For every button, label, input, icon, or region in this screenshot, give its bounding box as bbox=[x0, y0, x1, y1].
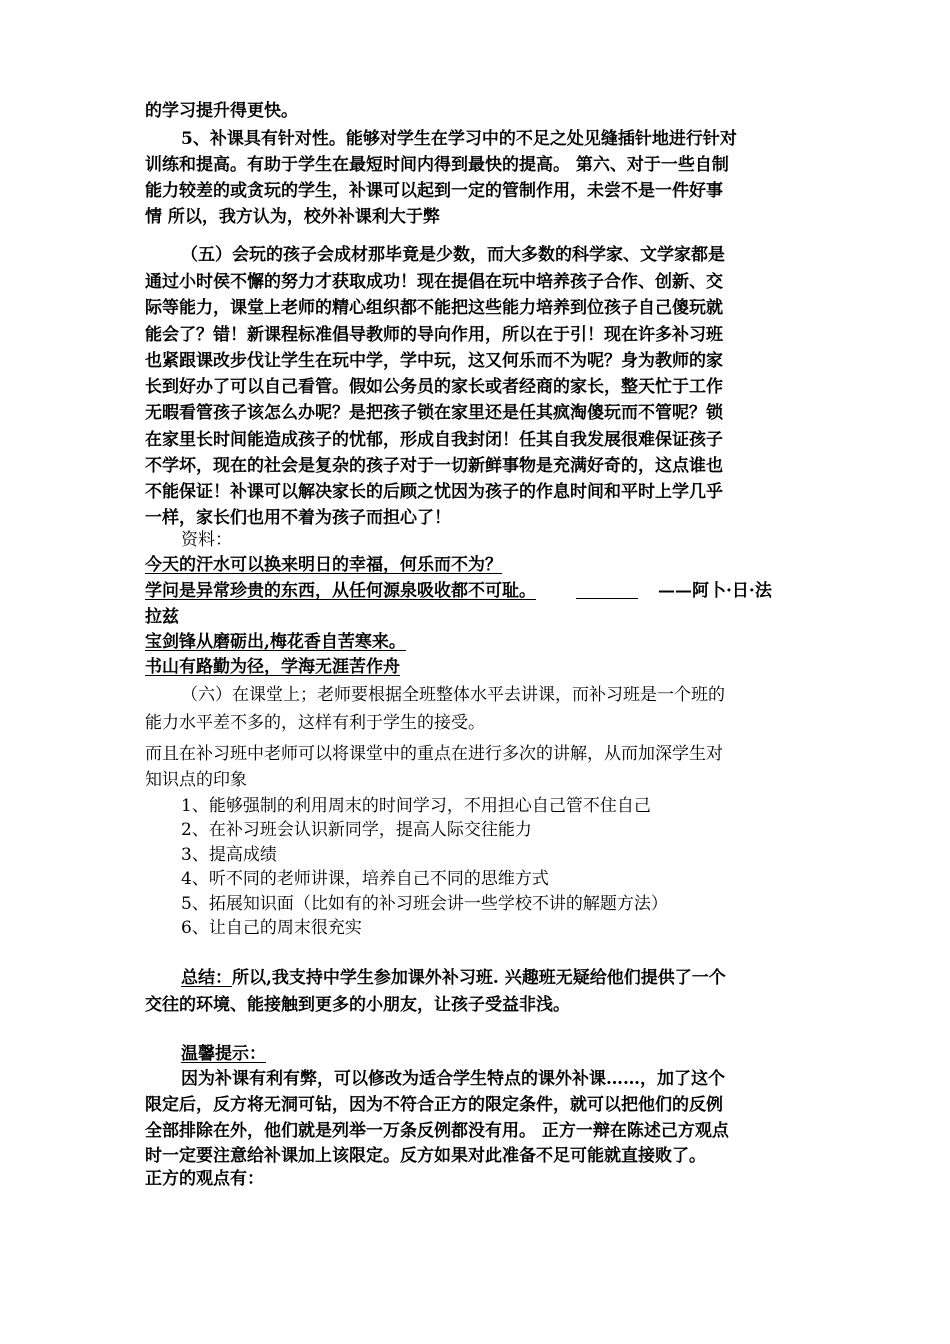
quote-line: 今天的汗水可以换来明日的幸福，何乐而不为？ bbox=[145, 555, 502, 575]
paragraph-line: 一样，家长们也用不着为孩子而担心了！ bbox=[145, 508, 451, 528]
paragraph-line: 不能保证！补课可以解决家长的后顾之忧因为孩子的作息时间和平时上学几乎 bbox=[145, 482, 723, 502]
paragraph-line: 能力水平差不多的，这样有利于学生的接受。 bbox=[145, 713, 485, 733]
underline-rule bbox=[576, 598, 638, 599]
paragraph-line: 5、补课具有针对性。能够对学生在学习中的不足之处见缝插针地进行针对 bbox=[181, 129, 737, 149]
paragraph-line: 训练和提高。有助于学生在最短时间内得到最快的提高。 第六、对于一些自制 bbox=[145, 155, 729, 175]
paragraph-line: （五）会玩的孩子会成材那毕竟是少数，而大多数的科学家、文学家都是 bbox=[181, 245, 725, 265]
list-item: 4、听不同的老师讲课，培养自己不同的思维方式 bbox=[181, 869, 549, 889]
paragraph-line: （六）在课堂上；老师要根据全班整体水平去讲课，而补习班是一个班的 bbox=[181, 685, 725, 705]
list-item: 1、能够强制的利用周末的时间学习，不用担心自己管不住自己 bbox=[181, 796, 651, 816]
tip-line: 时一定要注意给补课加上该限定。反方如果对此准备不足可能就直接败了。 bbox=[145, 1146, 706, 1166]
paragraph-line: 也紧跟课改步伐让学生在玩中学，学中玩，这又何乐而不为呢？身为教师的家 bbox=[145, 351, 723, 371]
paragraph-line: 通过小时侯不懈的努力才获取成功！现在提倡在玩中培养孩子合作、创新、交 bbox=[145, 272, 723, 292]
quote-author-cont: 拉兹 bbox=[145, 607, 179, 627]
paragraph-line: 能会了？错！新课程标准倡导教师的导向作用，所以在于引！现在许多补习班 bbox=[145, 325, 723, 345]
list-item: 3、提高成绩 bbox=[181, 845, 277, 865]
summary-text: 所以,我支持中学生参加课外补习班. 兴趣班无疑给他们提供了一个 bbox=[232, 968, 726, 988]
paragraph-line: 不学坏，现在的社会是复杂的孩子对于一切新鲜事物是充满好奇的，这点谁也 bbox=[145, 456, 723, 476]
summary-line bbox=[181, 965, 726, 991]
paragraph-line: 能力较差的或贪玩的学生，补课可以起到一定的管制作用，未尝不是一件好事 bbox=[145, 181, 723, 201]
tip-line: 全部排除在外，他们就是列举一万条反例都没有用。 正方一辩在陈述己方观点 bbox=[145, 1121, 729, 1141]
paragraph-line: 长到好办了可以自己看管。假如公务员的家长或者经商的家长，整天忙于工作 bbox=[145, 377, 723, 397]
paragraph-line: 情 所以，我方认为，校外补课利大于弊 bbox=[145, 207, 440, 227]
quote-line: 宝剑锋从磨砺出,梅花香自苦寒来。 bbox=[145, 632, 406, 652]
paragraph-line: 而且在补习班中老师可以将课堂中的重点在进行多次的讲解，从而加深学生对 bbox=[145, 744, 723, 764]
paragraph-line: 知识点的印象 bbox=[145, 770, 247, 790]
quote-author: ——阿卜·日·法 bbox=[658, 581, 772, 601]
tip-line: 正方的观点有： bbox=[145, 1169, 264, 1189]
tip-line: 限定后，反方将无洞可钻，因为不符合正方的限定条件，就可以把他们的反例 bbox=[145, 1095, 723, 1115]
list-item: 5、拓展知识面（比如有的补习班会讲一些学校不讲的解题方法） bbox=[181, 894, 668, 914]
list-item: 6、让自己的周末很充实 bbox=[181, 918, 362, 938]
list-item: 2、在补习班会认识新同学，提高人际交往能力 bbox=[181, 820, 532, 840]
quote-line: 书山有路勤为径，学海无涯苦作舟 bbox=[145, 657, 400, 677]
quote-line: 学问是异常珍贵的东西，从任何源泉吸收都不可耻。 bbox=[145, 581, 536, 601]
paragraph-line: 的学习提升得更快。 bbox=[145, 101, 298, 121]
reference-label: 资料： bbox=[181, 530, 232, 550]
tip-label: 温馨提示： bbox=[181, 1044, 266, 1064]
paragraph-line: 际等能力，课堂上老师的精心组织都不能把这些能力培养到位孩子自己傻玩就 bbox=[145, 298, 723, 318]
tip-line: 因为补课有利有弊，可以修改为适合学生特点的课外补课……，加了这个 bbox=[181, 1069, 725, 1089]
paragraph-line: 无暇看管孩子该怎么办呢？是把孩子锁在家里还是任其疯淘傻玩而不管呢？锁 bbox=[145, 403, 723, 423]
paragraph-line: 在家里长时间能造成孩子的忧郁，形成自我封闭！任其自我发展很难保证孩子 bbox=[145, 430, 723, 450]
summary-label: 总结： bbox=[181, 968, 232, 988]
summary-line: 交往的环境、能接触到更多的小朋友，让孩子受益非浅。 bbox=[145, 995, 570, 1015]
